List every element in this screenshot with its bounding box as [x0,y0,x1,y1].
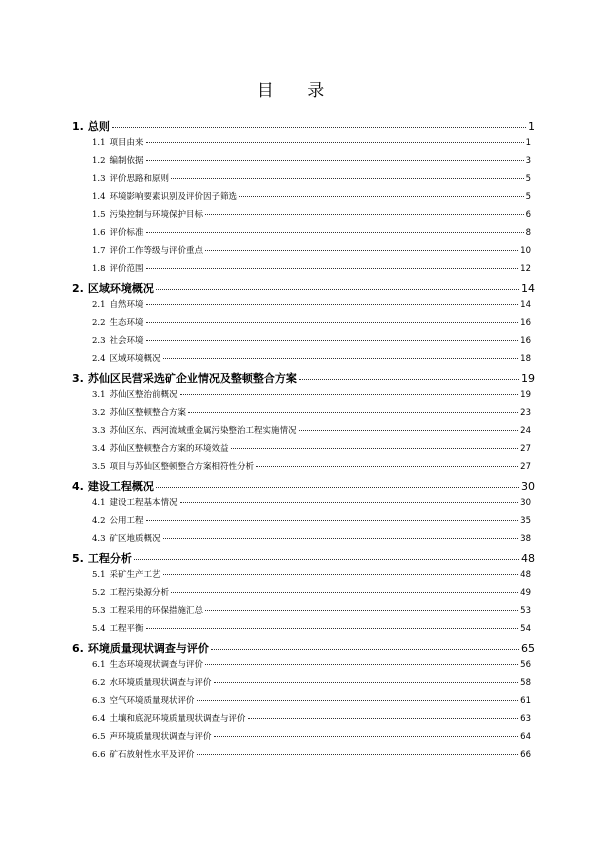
toc-section-entry[interactable] [92,154,531,166]
toc-entry-title: 环境质量现状调查与评价 [87,642,209,655]
toc-section-entry[interactable] [92,442,531,454]
toc-chapter-entry[interactable] [72,640,535,656]
toc-entry-title: 工程分析 [87,552,132,565]
toc-entry-title: 矿石放射性水平及评价 [109,750,195,760]
dot-leader [239,196,524,197]
toc-section-entry[interactable] [92,298,531,310]
toc-section-entry[interactable] [92,622,531,634]
toc-section-entry[interactable] [92,676,531,688]
toc-entry-number: 1.8 [92,264,106,274]
toc-entry-number: 6.3 [92,696,106,706]
toc-entry-page-number: 3 [525,156,531,166]
toc-entry-page-number: 1 [528,120,535,133]
toc-section-entry[interactable] [92,226,531,238]
toc-entry-number: 3.3 [92,426,106,436]
toc-entry-page-number: 1 [525,138,531,148]
toc-entry-number: 5. [72,552,84,565]
dot-leader [197,754,519,755]
toc-entry-title: 生态环境 [109,318,144,328]
toc-entry-page-number: 14 [521,282,535,295]
toc-entry-page-number: 12 [520,264,531,274]
toc-entry-number: 2.2 [92,318,106,328]
toc-entry-title: 项目由来 [109,138,144,148]
toc-entry-number: 6.5 [92,732,106,742]
toc-section-entry[interactable] [92,388,531,400]
toc-section-entry[interactable] [92,406,531,418]
dot-leader [256,466,518,467]
dot-leader [248,718,519,719]
toc-section-entry[interactable] [92,316,531,328]
toc-entry-page-number: 56 [520,660,531,670]
dot-leader [146,340,519,341]
toc-entry-page-number: 61 [520,696,531,706]
dot-leader [214,736,519,737]
dot-leader [171,592,518,593]
toc-section-entry[interactable] [92,604,531,616]
toc-entry-page-number: 48 [520,570,531,580]
dot-leader [188,412,518,413]
toc-entry-title: 评价思路和原则 [109,174,170,184]
toc-entry-title: 公用工程 [109,516,144,526]
toc-entry-number: 4. [72,480,84,493]
dot-leader [205,250,518,251]
toc-entry-number: 1. [72,120,84,133]
toc-entry-number: 6.1 [92,660,106,670]
toc-entry-title: 评价范围 [109,264,144,274]
dot-leader [299,379,519,380]
toc-entry-page-number: 35 [520,516,531,526]
toc-section-entry[interactable] [92,208,531,220]
toc-chapter-entry[interactable] [72,280,535,296]
toc-section-entry[interactable] [92,568,531,580]
toc-entry-page-number: 23 [520,408,531,418]
toc-entry-title: 区域环境概况 [87,282,154,295]
toc-entry-number: 1.2 [92,156,106,166]
toc-entry-number: 6.4 [92,714,106,724]
toc-entry-title: 苏仙区民营采选矿企业情况及整顿整合方案 [87,372,297,385]
toc-entry-title: 污染控制与环境保护目标 [109,210,204,220]
toc-entry-number: 3.5 [92,462,106,472]
toc-section-entry[interactable] [92,136,531,148]
dot-leader [205,214,524,215]
toc-entry-number: 6.6 [92,750,106,760]
toc-entry-title: 建设工程概况 [87,480,154,493]
toc-entry-page-number: 66 [520,750,531,760]
dot-leader [146,322,519,323]
toc-entry-number: 3.2 [92,408,106,418]
toc-chapter-entry[interactable] [72,478,535,494]
dot-leader [197,700,519,701]
toc-section-entry[interactable] [92,244,531,256]
dot-leader [163,574,519,575]
toc-entry-number: 3.4 [92,444,106,454]
dot-leader [146,142,524,143]
toc-entry-number: 1.5 [92,210,106,220]
toc-entry-page-number: 24 [520,426,531,436]
toc-entry-page-number: 65 [521,642,535,655]
dot-leader [299,430,519,431]
dot-leader [146,520,519,521]
toc-entry-number: 6. [72,642,84,655]
toc-section-entry[interactable] [92,262,531,274]
toc-entry-title: 区域环境概况 [109,354,161,364]
dot-leader [163,358,519,359]
dot-leader [205,664,518,665]
toc-entry-title: 工程采用的环保措施汇总 [109,606,204,616]
dot-leader [146,160,524,161]
toc-section-entry[interactable] [92,424,531,436]
toc-section-entry[interactable] [92,730,531,742]
toc-entry-page-number: 48 [521,552,535,565]
toc-section-entry[interactable] [92,712,531,724]
toc-entry-title: 项目与苏仙区整顿整合方案相符性分析 [109,462,255,472]
toc-entry-page-number: 14 [520,300,531,310]
dot-leader [146,232,524,233]
toc-entry-title: 环境影响要素识别及评价因子筛选 [109,192,238,202]
toc-entry-number: 1.3 [92,174,106,184]
toc-entry-number: 5.1 [92,570,106,580]
toc-section-entry[interactable] [92,514,531,526]
toc-entry-title: 苏仙区东、西河流域重金属污染整治工程实施情况 [109,426,297,436]
toc-entry-page-number: 38 [520,534,531,544]
toc-section-entry[interactable] [92,352,531,364]
toc-section-entry[interactable] [92,586,531,598]
toc-entry-number: 1.7 [92,246,106,256]
toc-entry-title: 矿区地质概况 [109,534,161,544]
toc-entry-number: 5.4 [92,624,106,634]
toc-entry-page-number: 53 [520,606,531,616]
toc-entry-number: 5.2 [92,588,106,598]
dot-leader [163,538,519,539]
toc-entry-number: 6.2 [92,678,106,688]
toc-entry-page-number: 49 [520,588,531,598]
toc-entry-number: 2. [72,282,84,295]
toc-entry-page-number: 8 [525,228,531,238]
toc-entry-page-number: 27 [520,444,531,454]
toc-entry-page-number: 64 [520,732,531,742]
toc-entry-number: 3.1 [92,390,106,400]
toc-entry-title: 苏仙区整治前概况 [109,390,178,400]
page-title: 目 录 [256,81,339,101]
toc-entry-page-number: 58 [520,678,531,688]
toc-entry-title: 评价工作等级与评价重点 [109,246,204,256]
toc-entry-title: 水环境质量现状调查与评价 [109,678,212,688]
toc-entry-page-number: 5 [525,192,531,202]
toc-entry-title: 空气环境质量现状评价 [109,696,195,706]
toc-entry-number: 4.3 [92,534,106,544]
toc-section-entry[interactable] [92,532,531,544]
toc-chapter-entry[interactable] [72,550,535,566]
toc-entry-number: 1.1 [92,138,106,148]
toc-entry-page-number: 30 [521,480,535,493]
toc-entry-title: 评价标准 [109,228,144,238]
toc-section-entry[interactable] [92,496,531,508]
toc-entry-page-number: 18 [520,354,531,364]
toc-entry-title: 声环境质量现状调查与评价 [109,732,212,742]
toc-section-entry[interactable] [92,190,531,202]
toc-entry-page-number: 16 [520,318,531,328]
toc-entry-number: 1.4 [92,192,106,202]
toc-entry-title: 苏仙区整顿整合方案的环境效益 [109,444,229,454]
toc-section-entry[interactable] [92,694,531,706]
toc-entry-title: 工程平衡 [109,624,144,634]
toc-entry-page-number: 16 [520,336,531,346]
toc-entry-number: 3. [72,372,84,385]
dot-leader [134,559,519,560]
toc-entry-page-number: 63 [520,714,531,724]
dot-leader [146,268,519,269]
dot-leader [214,682,519,683]
dot-leader [146,628,519,629]
toc-entry-title: 总则 [87,120,110,133]
dot-leader [146,304,519,305]
toc-entry-title: 建设工程基本情况 [109,498,178,508]
toc-entry-number: 1.6 [92,228,106,238]
toc-entry-page-number: 19 [520,390,531,400]
toc-entry-page-number: 27 [520,462,531,472]
dot-leader [205,610,518,611]
toc-entry-page-number: 5 [525,174,531,184]
toc-entry-page-number: 30 [520,498,531,508]
toc-entry-number: 4.2 [92,516,106,526]
toc-chapter-entry[interactable] [72,118,535,134]
dot-leader [180,394,519,395]
toc-chapter-entry[interactable] [72,370,535,386]
dot-leader [231,448,519,449]
toc-entry-number: 2.3 [92,336,106,346]
toc-entry-title: 苏仙区整顿整合方案 [109,408,187,418]
toc-entry-title: 工程污染源分析 [109,588,170,598]
toc-entry-title: 采矿生产工艺 [109,570,161,580]
toc-entry-title: 自然环境 [109,300,144,310]
toc-entry-title: 生态环境现状调查与评价 [109,660,204,670]
toc-entry-title: 编制依据 [109,156,144,166]
toc-entry-page-number: 19 [521,372,535,385]
toc-entry-title: 社会环境 [109,336,144,346]
toc-entry-number: 4.1 [92,498,106,508]
dot-leader [171,178,524,179]
dot-leader [156,289,519,290]
toc-entry-title: 土壤和底泥环境质量现状调查与评价 [109,714,246,724]
toc-entry-number: 2.1 [92,300,106,310]
dot-leader [156,487,519,488]
toc-section-entry[interactable] [92,460,531,472]
toc-section-entry[interactable] [92,334,531,346]
toc-section-entry[interactable] [92,658,531,670]
toc-entry-page-number: 6 [525,210,531,220]
toc-entry-page-number: 10 [520,246,531,256]
toc-entry-number: 5.3 [92,606,106,616]
toc-section-entry[interactable] [92,748,531,760]
dot-leader [112,127,526,128]
toc-entry-page-number: 54 [520,624,531,634]
toc-entry-number: 2.4 [92,354,106,364]
dot-leader [180,502,519,503]
toc-section-entry[interactable] [92,172,531,184]
dot-leader [211,649,519,650]
